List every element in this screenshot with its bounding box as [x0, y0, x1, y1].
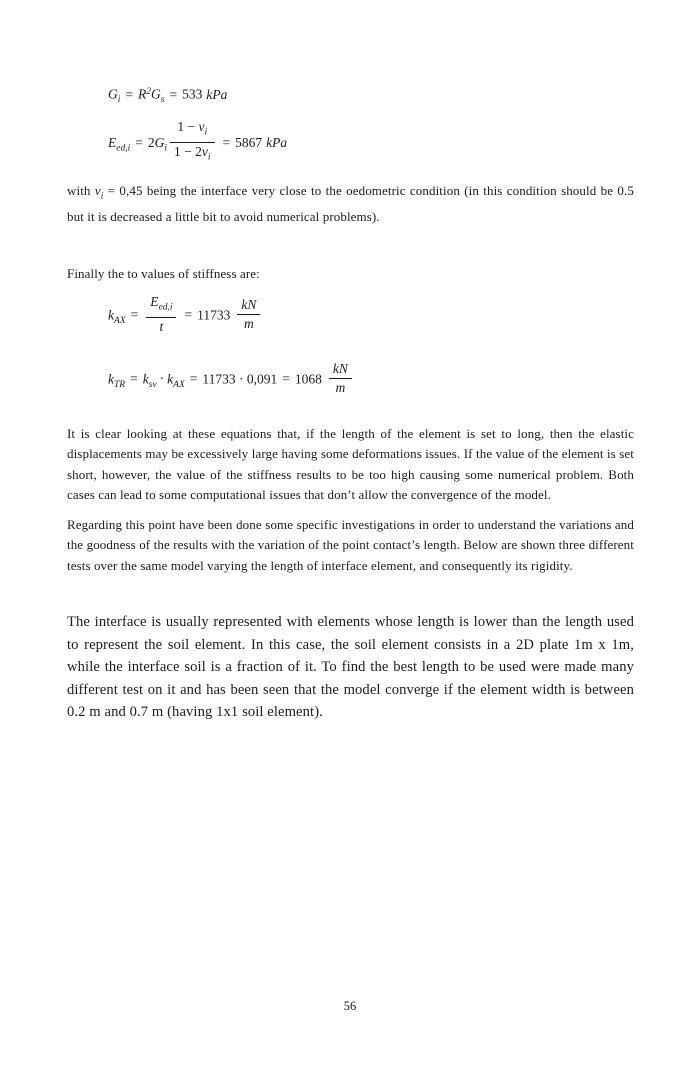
- paragraph-text: with: [67, 183, 95, 198]
- fraction-denominator: m: [243, 315, 254, 331]
- math-value: 1 − 2: [174, 143, 202, 159]
- equals-sign: =: [222, 135, 231, 151]
- math-value: 5867: [235, 135, 263, 151]
- math-symbol: E: [108, 135, 117, 151]
- fraction-numerator: [170, 119, 215, 143]
- fraction-numerator: [146, 294, 176, 318]
- math-value: 533: [182, 86, 203, 102]
- math-value: 11733: [197, 307, 231, 323]
- paragraph-element-length: It is clear looking at these equations that, if the length of the element is set to long, then the elastic displacements may be excessively large having some deformations issues. If the value of the element is set short, however, the value of the stiffness results to be too high causing some numerical problem. Both cases can lead to some computational issues that don’t allow the convergence of the model.: [67, 425, 634, 502]
- page-number: 56: [343, 999, 357, 1013]
- math-symbol: k: [142, 371, 149, 387]
- unit-fraction: [237, 297, 260, 332]
- equals-sign: =: [135, 135, 143, 151]
- equals-sign: =: [169, 86, 178, 102]
- math-superscript: 2: [146, 87, 152, 97]
- equals-sign: =: [130, 307, 139, 323]
- fraction-numerator: kN: [237, 297, 260, 315]
- math-value: 1 −: [177, 119, 199, 134]
- equals-sign: =: [125, 86, 134, 102]
- math-subscript: i: [100, 191, 104, 202]
- math-symbol: v: [94, 183, 101, 198]
- equation-transverse-stiffness: [108, 360, 634, 398]
- paragraph-interface-condition: [67, 181, 634, 228]
- math-unit: kPa: [206, 86, 228, 102]
- equation-axial-stiffness: [108, 296, 634, 337]
- math-value: 1068: [294, 371, 322, 387]
- fraction: [170, 119, 215, 165]
- math-symbol: G: [151, 86, 161, 102]
- multiplication-dot: ·: [159, 371, 165, 387]
- math-subscript: AX: [114, 315, 126, 326]
- equation-oedometric-modulus: [108, 121, 634, 167]
- paragraph-investigations: Regarding this point have been done some specific investigations in order to understand the variations and the goodness of the results with the variation of the point contact’s length. Below are shown three different tests over the same model varying the length of interface element, and consequently its rigidity.: [67, 516, 634, 573]
- fraction-denominator: t: [159, 318, 164, 334]
- math-subscript: s: [160, 95, 165, 105]
- math-symbol: v: [198, 119, 205, 134]
- math-symbol: k: [108, 307, 114, 323]
- fraction: [146, 294, 176, 335]
- paragraph-interface-representation: The interface is usually represented with elements whose length is lower than the length used to represent the soil element. In this case, the soil element consists in a 2D plate 1m x 1m, while the interface soil is a fraction of it. To find the best length to be used were made many different test on it and has been seen that the model converge if the element width is between 0.2 m and 0.7 m (having 1x1 soil element).: [67, 614, 634, 720]
- fraction-denominator: [170, 143, 215, 166]
- math-subscript: i: [117, 95, 121, 105]
- math-coefficient: 2: [147, 135, 155, 151]
- math-unit: kPa: [266, 135, 288, 151]
- equals-sign: =: [282, 371, 290, 387]
- line-finally: Finally the to values of stiffness are:: [67, 265, 260, 281]
- math-subscript: i: [164, 143, 167, 154]
- math-subscript: ed,i: [158, 302, 173, 313]
- math-subscript: i: [207, 152, 211, 162]
- equation-shear-modulus: [108, 82, 634, 110]
- math-subscript: i: [204, 127, 208, 138]
- fraction-denominator: m: [335, 379, 346, 395]
- paragraph-text: = 0,45 being the interface very close to the oedometric condition (in this condition should be 0.5 but it is decreased a little bit to avoid numerical problems).: [67, 183, 634, 224]
- math-subscript: sv: [148, 379, 157, 390]
- math-symbol: v: [201, 143, 208, 159]
- equals-sign: =: [130, 371, 138, 387]
- equals-sign: =: [189, 371, 198, 387]
- math-symbol: k: [167, 371, 174, 387]
- math-subscript: AX: [173, 379, 185, 390]
- math-symbol: E: [150, 294, 159, 309]
- math-subscript: TR: [114, 379, 126, 390]
- document-page: [0, 82, 700, 724]
- math-symbol: G: [108, 86, 118, 102]
- math-expression: 11733 · 0,091: [202, 371, 278, 387]
- math-symbol: k: [108, 371, 114, 387]
- math-symbol: R: [138, 86, 147, 102]
- math-symbol: G: [154, 135, 165, 151]
- equals-sign: =: [184, 307, 193, 323]
- math-subscript: ed,i: [116, 143, 131, 154]
- unit-fraction: [329, 361, 352, 396]
- fraction-numerator: kN: [329, 361, 352, 379]
